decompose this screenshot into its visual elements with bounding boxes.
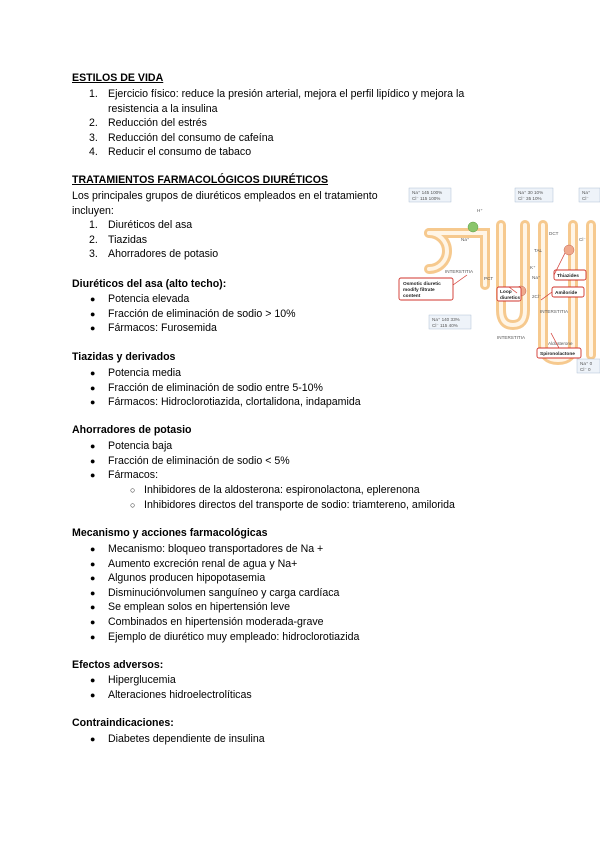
list-item: ● Potencia elevada xyxy=(90,293,190,305)
list-item: ● Fracción de eliminación de sodio < 5% xyxy=(90,454,290,467)
list-item: 2. Tiazidas xyxy=(89,233,148,246)
list-tiazidas xyxy=(90,366,361,410)
intro-paragraph: Los principales grupos de diuréticos empleados en el tratamiento incluyen: xyxy=(72,190,378,217)
list-item: ● Ejemplo de diurético muy empleado: hidroclorotiazida xyxy=(90,630,360,643)
conc-box-1 xyxy=(409,188,451,202)
transporter-circle-dct xyxy=(564,245,574,255)
na-ion-label-top: Na⁺ xyxy=(461,237,470,242)
svg-text:Na⁺ 140 33%: Na⁺ 140 33% xyxy=(432,317,460,322)
section-title-tratamientos: TRATAMIENTOS FARMACOLÓGICOS DIURÉTICOS xyxy=(72,174,329,186)
sublist-ahorradores xyxy=(130,483,455,512)
spironolactone-box xyxy=(537,348,581,358)
conc-box-5 xyxy=(577,359,600,373)
list-item: 4. Reducir el consumo de tabaco xyxy=(89,146,252,159)
svg-text:Spironolactone: Spironolactone xyxy=(540,352,575,357)
loop-of-henle xyxy=(501,225,525,325)
transporter-circle-green xyxy=(468,222,478,232)
k-ion-label: K⁺ xyxy=(530,265,536,270)
list-item-continuation: resistencia a la insulina xyxy=(108,102,218,115)
interstitia-label-3: INTERSTITIA xyxy=(540,309,569,314)
list-item: ● Fármacos: Hidroclorotiazida, clortalidona, indapamida xyxy=(90,396,361,409)
list-asa xyxy=(90,292,296,336)
svg-text:Cl⁻: Cl⁻ xyxy=(582,196,589,201)
list-item: ● Alteraciones hidroelectrolíticas xyxy=(90,688,252,701)
subsection-title-asa: Diuréticos del asa (alto techo): xyxy=(72,278,227,290)
list-item: 2. Reducción del estrés xyxy=(89,117,207,130)
svg-text:diuretics: diuretics xyxy=(500,296,520,301)
conc-box-3 xyxy=(429,315,471,329)
list-item: ● Diabetes dependiente de insulina xyxy=(90,733,265,745)
list-item: ○ Inhibidores de la aldosterona: espironolactona, eplerenona xyxy=(130,484,420,496)
list-mecanismo xyxy=(90,542,360,644)
pct-label: PCT xyxy=(484,276,494,281)
svg-text:modify filtrate: modify filtrate xyxy=(403,288,435,293)
list-item: ● Se emplean solos en hipertensión leve xyxy=(90,601,290,614)
osmotic-diuretic-box xyxy=(399,278,453,300)
list-item: 1. Ejercicio físico: reduce la presión arterial, mejora el perfil lipídico y mejora la xyxy=(89,88,465,100)
list-item: 3. Reducción del consumo de cafeína xyxy=(89,131,274,144)
svg-text:Na⁺ 145 100%: Na⁺ 145 100% xyxy=(412,190,443,195)
dct-label: DCT xyxy=(549,231,559,236)
svg-text:Amiloride: Amiloride xyxy=(555,291,578,296)
conc-box-2 xyxy=(515,188,553,202)
h-ion-label: H⁺ xyxy=(477,208,483,213)
list-tratamientos xyxy=(89,218,219,262)
list-item: ● Potencia baja xyxy=(90,440,173,452)
interstitia-label-2: INTERSTITIA xyxy=(497,335,526,340)
svg-text:Cl⁻ 115 40%: Cl⁻ 115 40% xyxy=(432,323,458,328)
svg-text:Cl⁻ 115 100%: Cl⁻ 115 100% xyxy=(412,196,441,201)
svg-text:Na⁺: Na⁺ xyxy=(582,190,591,195)
section-title-estilos: ESTILOS DE VIDA xyxy=(72,72,164,84)
list-item: ● Aumento excreción renal de agua y Na+ xyxy=(90,557,298,570)
subsection-title-mecanismo: Mecanismo y acciones farmacológicas xyxy=(72,527,268,539)
nephron-diuretics-diagram xyxy=(393,185,600,380)
amiloride-box xyxy=(552,287,584,297)
na-ion-label-mid: Na⁺ xyxy=(532,275,541,280)
list-item: ● Fármacos: xyxy=(90,469,159,482)
svg-text:content: content xyxy=(403,294,421,299)
list-contra xyxy=(90,732,265,747)
cl-ion-label-right: Cl⁻ xyxy=(579,237,586,242)
svg-text:Na⁺ 30 10%: Na⁺ 30 10% xyxy=(518,190,544,195)
list-item: ● Mecanismo: bloqueo transportadores de Na + xyxy=(90,543,324,555)
list-item: ● Potencia media xyxy=(90,367,182,379)
list-item: ● Fármacos: Furosemida xyxy=(90,322,217,335)
list-item: ○ Inhibidores directos del transporte de sodio: triamtereno, amilorida xyxy=(130,498,455,511)
cl-ion-label-mid: 2Cl⁻ xyxy=(532,294,542,299)
svg-text:Osmotic diuretic: Osmotic diuretic xyxy=(403,282,441,287)
conc-box-4 xyxy=(579,188,600,202)
list-estilos xyxy=(89,87,508,160)
aldosterone-label: Aldosterone xyxy=(548,341,573,346)
list-item: ● Combinados en hipertensión moderada-grave xyxy=(90,615,324,628)
subsection-title-ahorradores: Ahorradores de potasio xyxy=(72,424,192,436)
list-item: ● Disminuciónvolumen sanguíneo y carga cardíaca xyxy=(90,586,340,599)
svg-text:Loop: Loop xyxy=(500,290,512,295)
list-efectos xyxy=(90,673,252,702)
svg-text:Na⁺ 0: Na⁺ 0 xyxy=(580,361,593,366)
interstitia-label-1: INTERSTITIA xyxy=(445,269,474,274)
subsection-title-tiazidas: Tiazidas y derivados xyxy=(72,351,176,363)
list-item: ● Hiperglucemia xyxy=(90,674,176,686)
svg-text:Cl⁻ 0: Cl⁻ 0 xyxy=(580,367,591,372)
list-ahorradores xyxy=(90,439,290,483)
loop-diuretics-box xyxy=(497,287,521,301)
list-item: ● Fracción de eliminación de sodio entre 5-10% xyxy=(90,381,323,394)
list-item: ● Fracción de eliminación de sodio > 10% xyxy=(90,307,296,320)
svg-text:Cl⁻ 35 10%: Cl⁻ 35 10% xyxy=(518,196,542,201)
list-item: 1. Diuréticos del asa xyxy=(89,219,193,231)
svg-text:Thiazides: Thiazides xyxy=(557,274,579,279)
list-item: 3. Ahorradores de potasio xyxy=(89,248,219,261)
subsection-title-efectos: Efectos adversos: xyxy=(72,659,164,671)
tal-label: TAL xyxy=(534,248,543,253)
thiazides-box xyxy=(554,270,586,280)
subsection-title-contra: Contraindicaciones: xyxy=(72,717,174,729)
list-item: ● Algunos producen hipopotasemia xyxy=(90,572,266,585)
